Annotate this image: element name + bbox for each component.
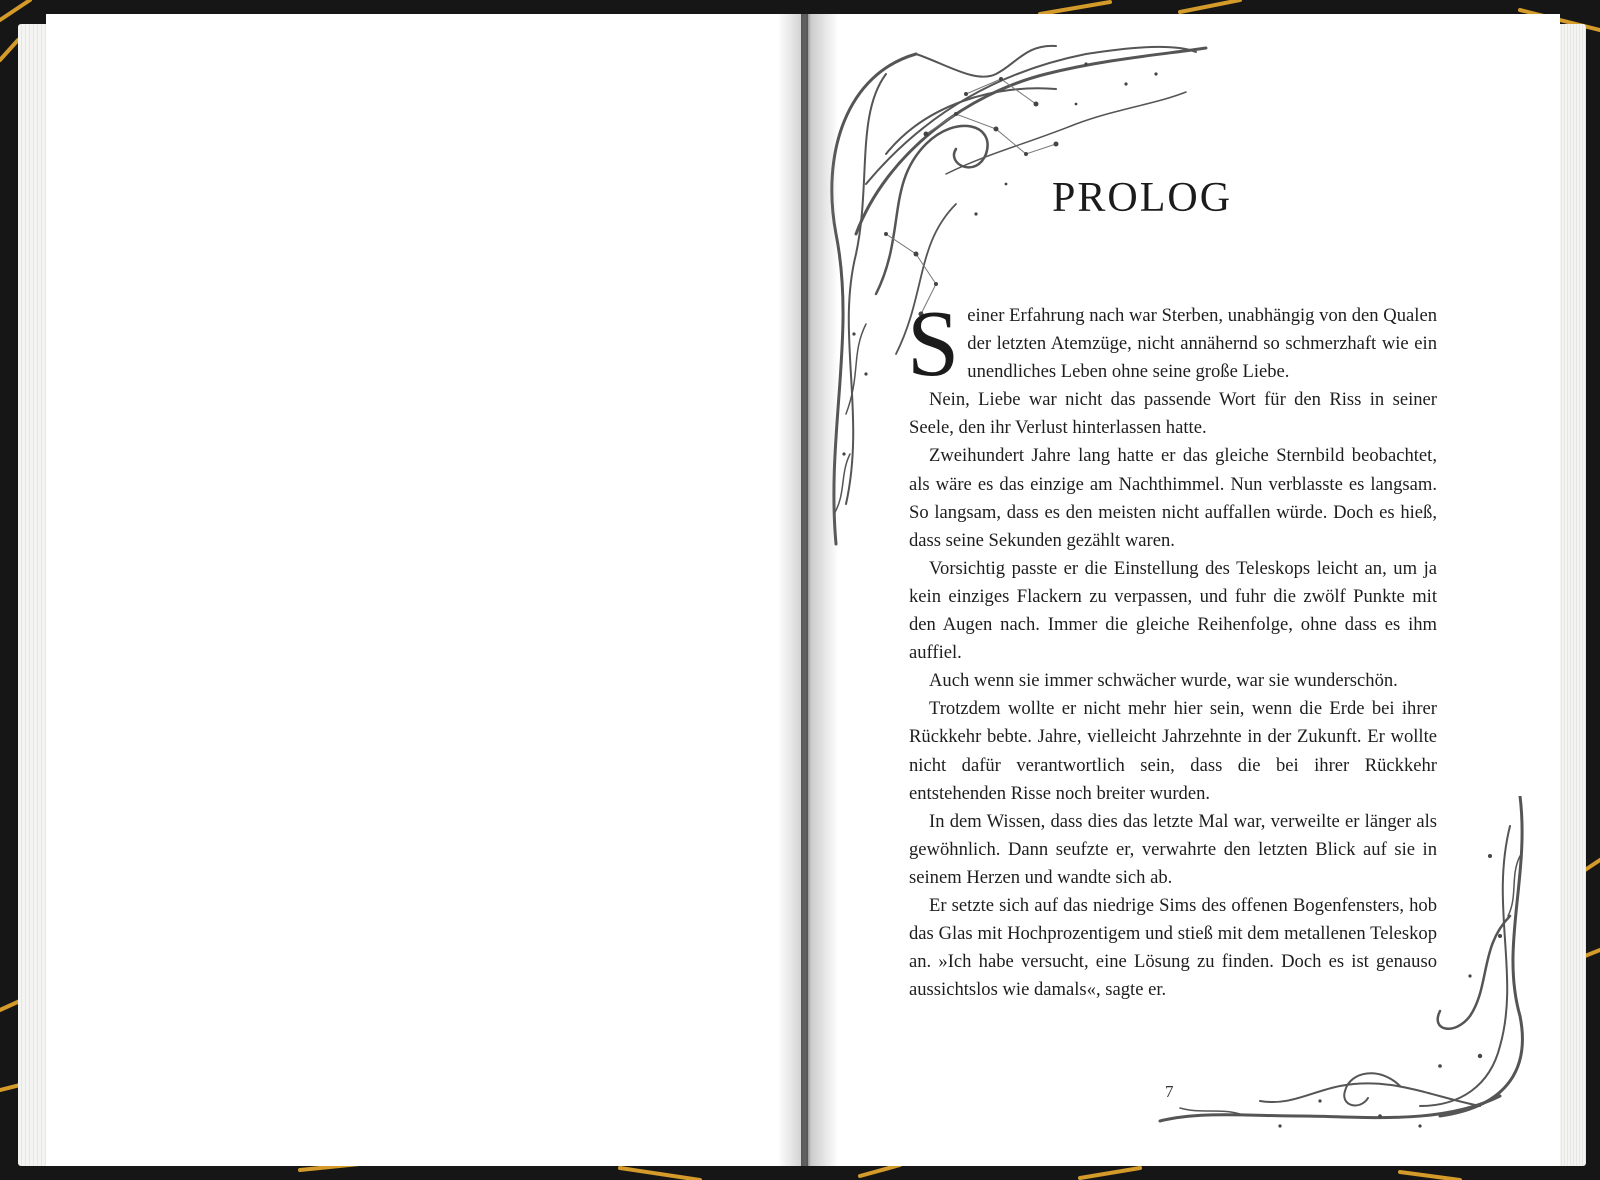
paragraph: Zweihundert Jahre lang hatte er das gleiche Sternbild beobachtet, als wäre es das einzige am Nachthimmel. Nun verblasste es langsam. So langsam, dass es den meisten nicht auffallen würde. Doch es hieß, dass seine Sekunden gezählt waren. — [909, 445, 1437, 551]
drop-cap: S — [907, 292, 960, 396]
paragraph — [907, 292, 1437, 396]
paragraph: Er setzte sich auf das niedrige Sims des offenen Bogenfensters, hob das Glas mit Hochprozentigem und stieß mit dem metallenen Teleskop an. »Ich habe versucht, eine Lösung zu finden. Doch es ist genauso aussichtslos wie damals«, sagte er. — [909, 894, 1437, 1001]
paragraph: Vorsichtig passte er die Einstellung des Teleskops leicht an, um ja kein einziges Flackern zu verpassen, und fuhr die zwölf Punkte mit den Augen nach. Immer die gleiche Reihenfolge, ohne dass es ihm auffiel. — [909, 557, 1437, 664]
paragraph: In dem Wissen, dass dies das letzte Mal war, verweilte er länger als gewöhnlich. Dann seufzte er, verwahrte den letzten Blick auf sie in seinem Herzen und wandte sich ab. — [909, 810, 1437, 888]
chapter-body — [907, 292, 1437, 1004]
paragraph-text: einer Erfahrung nach war Sterben, unabhängig von den Qualen der letzten Atemzüge, nicht annähernd so schmerzhaft wie ein unendliches Leben ohne seine große Liebe. — [967, 305, 1437, 383]
paragraph: Auch wenn sie immer schwächer wurde, war sie wunderschön. — [929, 670, 1398, 692]
paragraph: Trotzdem wollte er nicht mehr hier sein, wenn die Erde bei ihrer Rückkehr bebte. Jahre, vielleicht Jahrzehnte in der Zukunft. Er wollte nicht dafür verantwortlich sein, dass die bei ihrer Rückkehr entstehenden Risse noch breiter wurden. — [909, 698, 1437, 804]
book-gutter — [778, 14, 838, 1166]
left-page-blank — [46, 14, 801, 1166]
chapter-title: PROLOG — [1052, 175, 1233, 221]
paragraph: Nein, Liebe war nicht das passende Wort für den Riss in seiner Seele, den ihr Verlust hinterlassen hatte. — [909, 389, 1437, 439]
page-number: 7 — [1165, 1082, 1174, 1101]
